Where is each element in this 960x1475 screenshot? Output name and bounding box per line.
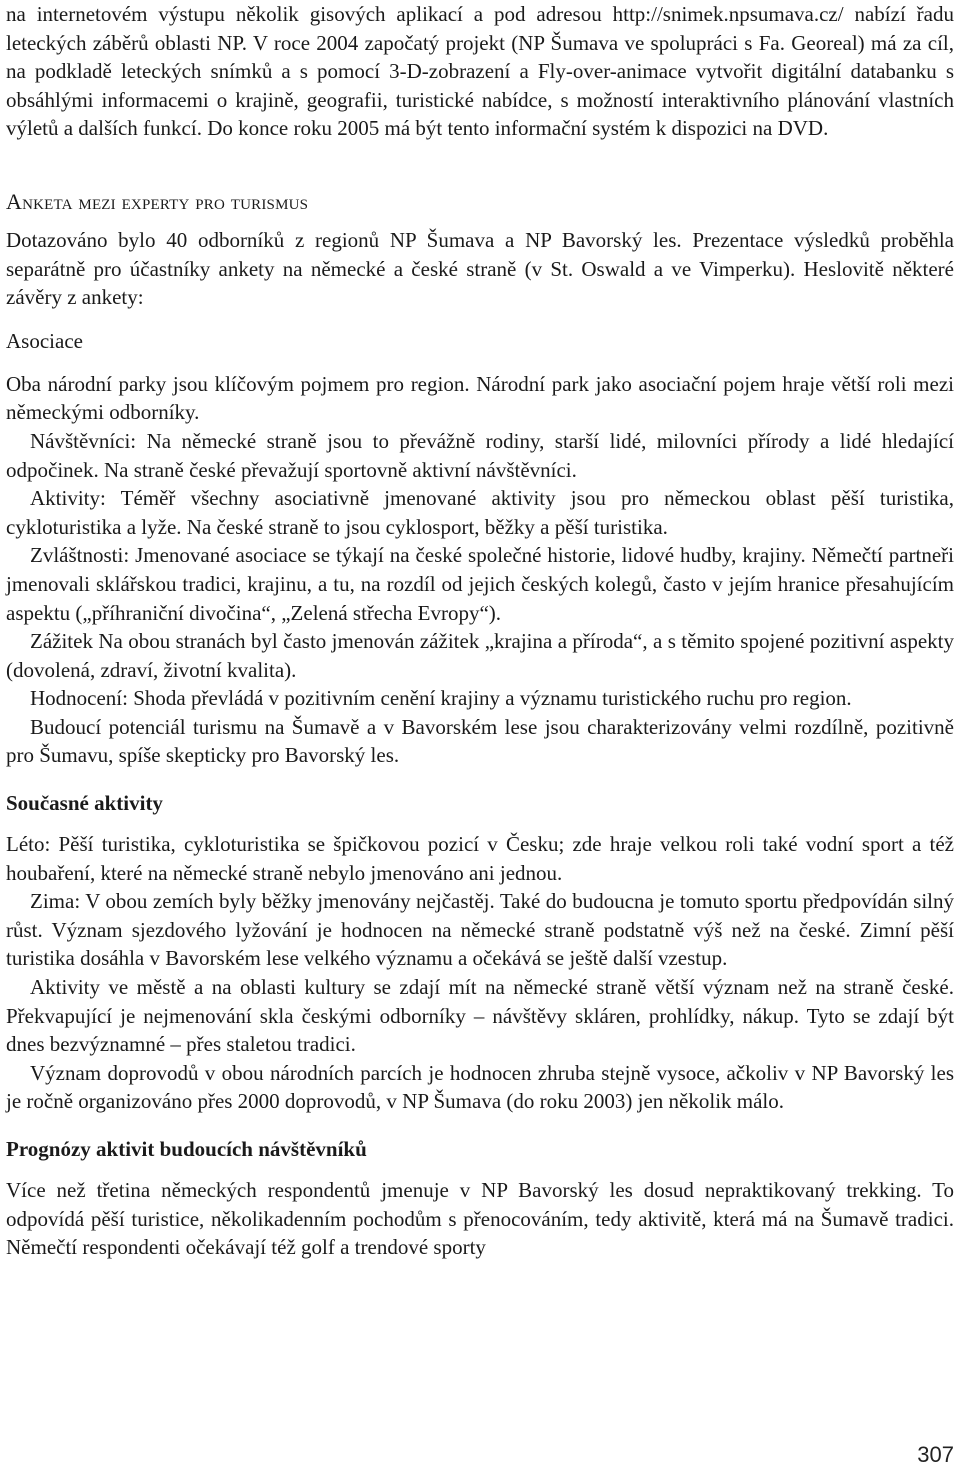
intro-paragraph: na internetovém výstupu několik gisových aplikací a pod adresou http://snimek.npsumava.cz/ nabízí řadu leteckých záběrů oblasti NP. V roce 2004 započatý projekt (NP Šumava ve spolupráci s Fa. Georeal) má za cíl, na podkladě leteckých snímků a s pomocí 3-D-zobrazení a Fly-over-animace vytvořit digitální databanku s obsáhlými informacemi o krajině, geografii, turistické nabídce, s možností interaktivního plánování vlastních výletů a dalších funkcí. Do konce roku 2005 má být tento informační systém k dispozici na DVD. — [6, 2, 954, 141]
forecast-paragraph: Více než třetina německých respondentů jmenuje v NP Bavorský les dosud nepraktikovaný trekking. To odpovídá pěší turistice, několikadenním pochodům s přenocováním, tedy aktivitě, která má na Šumavě tradici. Němečtí respondenti očekávají též golf a trendové sporty — [6, 1178, 954, 1260]
section-heading-forecast: Prognózy aktivit budoucích návštěvníků — [6, 1137, 367, 1161]
associations-paragraph-experience: Zážitek Na obou stranách byl často jmenován zážitek „krajina a příroda“, a s těmito spojené pozitivní aspekty (dovolená, zdraví, životní kvalita). — [6, 629, 954, 682]
current-paragraph-winter: Zima: V obou zemích byly běžky jmenovány nejčastěj. Také do budoucna je tomuto sportu předpovídán silný růst. Význam sjezdového lyžování je hodnocen na německé straně podstatně výš než na české. Zimní pěší turistika dosáhla v Bavorském lese velkého významu a očekává se ještě další vzestup. — [6, 889, 954, 971]
section-heading-associations: Asociace — [6, 328, 83, 353]
associations-paragraph-1: Oba národní parky jsou klíčovým pojmem pro region. Národní park jako asociační pojem hraje větší roli mezi německými odborníky. — [6, 371, 954, 425]
section-heading-survey: Anketa mezi experty pro turismus — [6, 188, 309, 214]
associations-paragraph-specifics: Zvláštnosti: Jmenované asociace se týkají na české společné historie, lidové hudby, krajiny. Němečtí partneři jmenovali sklářskou tradici, krajinu, a tu, na rozdíl od jejich českých kolegů, často v jejím hranice přesahujícím aspektu („příhraniční divočina“, „Zelená střecha Evropy“). — [6, 543, 954, 625]
current-paragraph-summer: Léto: Pěší turistika, cykloturistika se špičkovou pozicí v Česku; zde hraje velkou roli také vodní sport a též houbaření, které na německé straně nebylo jmenováno ani jednou. — [6, 832, 954, 885]
survey-paragraph: Dotazováno bylo 40 odborníků z regionů NP Šumava a NP Bavorský les. Prezentace výsledků proběhla separátně pro účastníky ankety na německé a české straně (v St. Oswald a ve Vimperku). Heslovitě některé závěry z ankety: — [6, 227, 954, 310]
current-paragraph-guides: Význam doprovodů v obou národních parcích je hodnocen zhruba stejně vysoce, ačkoliv v NP Bavorský les je ročně organizováno přes 2000 doprovodů, v NP Šumava (do roku 2003) jen několik málo. — [6, 1060, 954, 1114]
associations-paragraph-potential: Budoucí potenciál turismu na Šumavě a v Bavorském lese jsou charakterizovány velmi rozdílně, pozitivně pro Šumavu, spíše skepticky pro Bavorský les. — [6, 714, 954, 768]
section-heading-current-activities: Současné aktivity — [6, 791, 163, 816]
current-paragraph-culture: Aktivity ve městě a na oblasti kultury se zdají mít na německé straně větší význam než na straně české. Překvapující je nejmenování skla českými odborníky – návštěvy skláren, prohlídky, nákup. Tyto se zdají být dnes bezvýznamné – přes staletou tradici. — [6, 975, 954, 1057]
associations-paragraph-evaluation: Hodnocení: Shoda převládá v pozitivním cenění krajiny a významu turistického ruchu pro region. — [30, 686, 852, 711]
associations-paragraph-activities: Aktivity: Téměř všechny asociativně jmenované aktivity jsou pro německou oblast pěší turistika, cykloturistika a lyže. Na české straně to jsou cyklosport, běžky a pěší turistika. — [6, 486, 954, 539]
document-page — [6, 0, 954, 1262]
page-number: 307 — [917, 1442, 954, 1467]
associations-paragraph-visitors: Návštěvníci: Na německé straně jsou to převážně rodiny, starší lidé, milovníci přírody a lidé hledající odpočinek. Na straně české převažují sportovně aktivní návštěvníci. — [6, 428, 954, 482]
